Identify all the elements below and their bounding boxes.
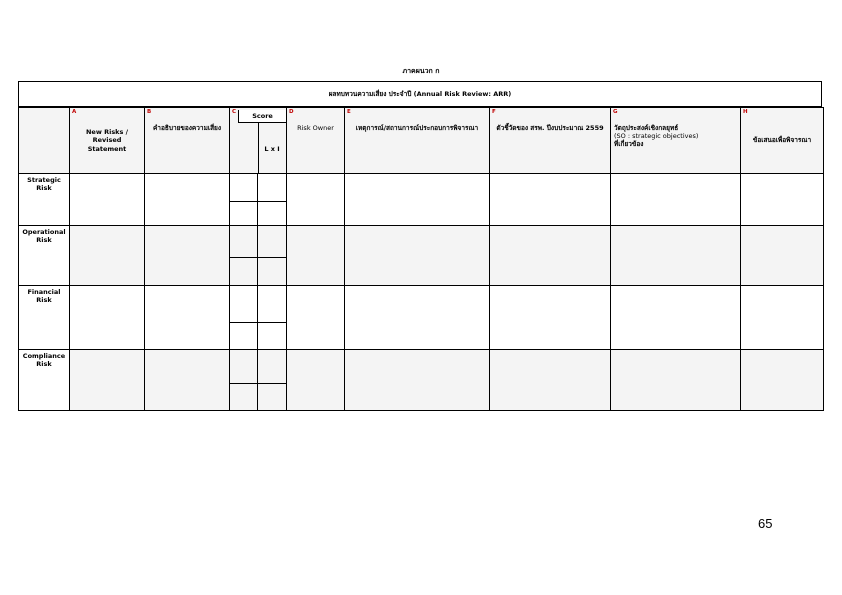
header-col-c	[230, 108, 287, 174]
table-cell	[490, 174, 611, 226]
score-cell	[230, 202, 258, 226]
score-cell	[258, 174, 287, 202]
header-label-a: New Risks / Revised Statement	[85, 128, 129, 153]
score-cell	[230, 384, 258, 411]
table-row	[19, 174, 824, 202]
header-label-g-line1: วัตถุประสงค์เชิงกลยุทธ์	[614, 124, 679, 132]
table-cell	[345, 286, 490, 350]
col-letter-g: G	[613, 109, 618, 115]
header-corner	[19, 108, 70, 174]
table-title	[18, 81, 822, 107]
header-col-f	[490, 108, 611, 174]
table-cell	[145, 174, 230, 226]
score-cell	[258, 258, 287, 286]
header-label-g	[611, 108, 740, 173]
table-cell	[287, 174, 345, 226]
table-row	[19, 226, 824, 258]
score-cell	[230, 174, 258, 202]
table-cell	[287, 226, 345, 286]
table-cell	[70, 286, 145, 350]
table-cell	[741, 174, 824, 226]
header-row	[19, 108, 824, 174]
col-letter-c: C	[232, 109, 237, 115]
header-label-d: Risk Owner	[297, 124, 334, 132]
header-col-g	[611, 108, 741, 174]
table-cell	[345, 226, 490, 286]
score-cell	[258, 226, 287, 258]
row-label-compliance: Compliance Risk	[19, 350, 70, 411]
table-row	[19, 350, 824, 384]
header-label-f: ตัวชี้วัดของ สรพ. ปีงบประมาณ 2559	[496, 124, 604, 132]
table-cell	[741, 226, 824, 286]
row-label-strategic: Strategic Risk	[19, 174, 70, 226]
table-cell	[611, 226, 741, 286]
row-label-financial: Financial Risk	[19, 286, 70, 350]
page-number: 65	[758, 516, 773, 531]
table-cell	[70, 350, 145, 411]
col-letter-h: H	[743, 109, 748, 115]
header-col-a	[70, 108, 145, 174]
col-letter-d: D	[289, 109, 294, 115]
score-cell	[258, 202, 287, 226]
score-cell	[230, 258, 258, 286]
table-cell	[145, 286, 230, 350]
header-label-e: เหตุการณ์/สถานการณ์ประกอบการพิจารณา	[355, 124, 479, 132]
header-col-d	[287, 108, 345, 174]
score-cell	[258, 286, 287, 323]
table-cell	[490, 350, 611, 411]
header-label-b: คำอธิบายของความเสี่ยง	[152, 124, 222, 132]
score-cell	[258, 384, 287, 411]
attachment-title: ภาคผนวก ก	[402, 67, 440, 75]
col-letter-f: F	[492, 109, 496, 115]
col-letter-e: E	[347, 109, 351, 115]
header-label-g-line2: (SO : strategic objectives)	[614, 132, 699, 141]
header-col-e	[345, 108, 490, 174]
table-title-text: ผลทบทวนความเสี่ยง ประจำปี (Annual Risk Review: ARR)	[328, 90, 512, 98]
table-cell	[70, 226, 145, 286]
score-label: Score	[238, 110, 286, 123]
table-cell	[741, 350, 824, 411]
table-cell	[490, 286, 611, 350]
col-letter-b: B	[147, 109, 152, 115]
score-cell	[258, 323, 287, 350]
table-cell	[287, 350, 345, 411]
table-row	[19, 286, 824, 323]
table-cell	[611, 174, 741, 226]
col-letter-a: A	[72, 109, 77, 115]
row-label-operational: Operational Risk	[19, 226, 70, 286]
table-cell	[287, 286, 345, 350]
table-cell	[145, 226, 230, 286]
table-cell	[611, 350, 741, 411]
score-cell	[230, 226, 258, 258]
header-label-h: ข้อเสนอเพื่อพิจารณา	[752, 136, 812, 145]
table-cell	[345, 350, 490, 411]
table-cell	[741, 286, 824, 350]
score-cell	[230, 350, 258, 384]
table-cell	[345, 174, 490, 226]
score-cell	[230, 286, 258, 323]
score-cell	[230, 323, 258, 350]
score-sub-label: L x I	[264, 145, 280, 153]
score-cell	[258, 350, 287, 384]
table-cell	[145, 350, 230, 411]
table-cell	[490, 226, 611, 286]
header-col-b	[145, 108, 230, 174]
header-label-g-line3: ที่เกี่ยวข้อง	[614, 140, 644, 149]
table-cell	[611, 286, 741, 350]
risk-review-table	[18, 107, 824, 411]
header-col-h	[741, 108, 824, 174]
table-cell	[70, 174, 145, 226]
